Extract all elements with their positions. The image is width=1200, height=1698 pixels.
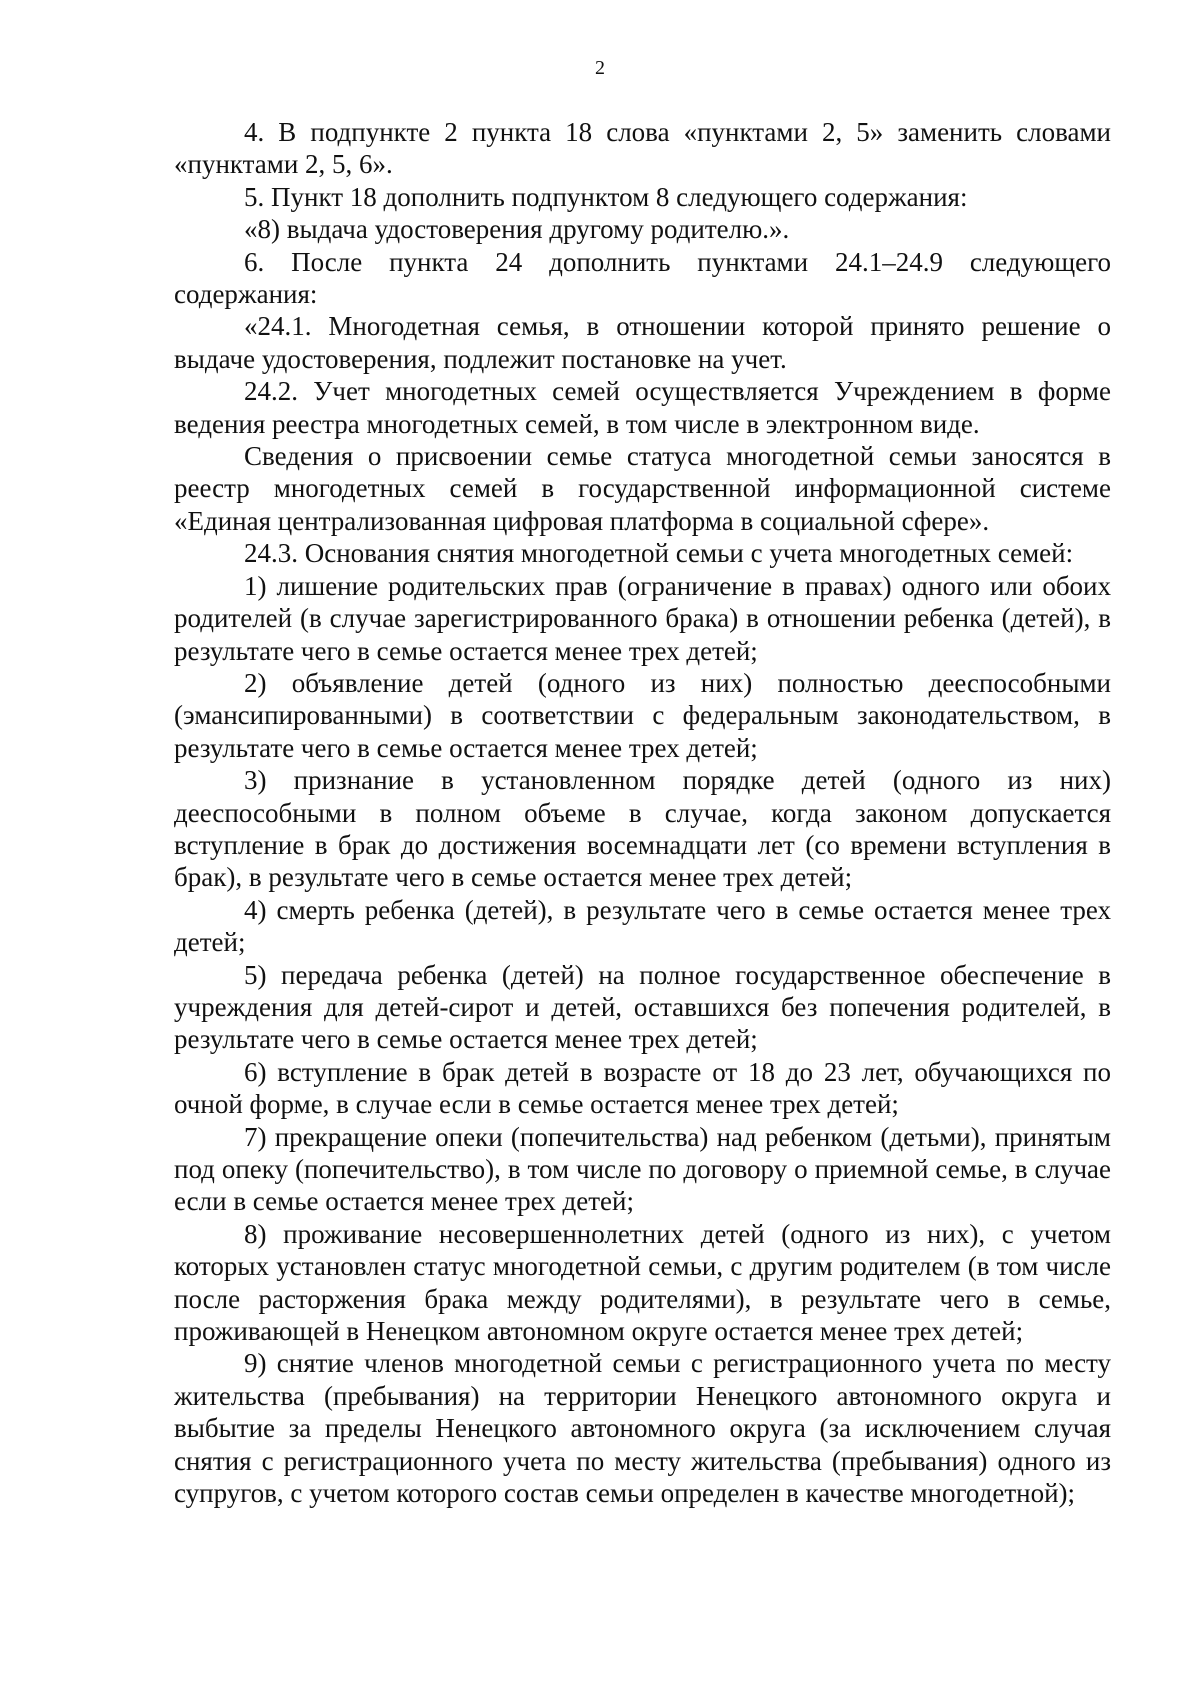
list-item-5: 5) передача ребенка (детей) на полное государственное обеспечение в учреждения для детей-сирот и детей, оставшихся без попечения родителей, в результате чего в семье остается менее трех детей; <box>174 959 1111 1055</box>
paragraph-item-5: 5. Пункт 18 дополнить подпунктом 8 следующего содержания: <box>244 181 968 212</box>
page-number: 2 <box>595 57 605 79</box>
list-item-2: 2) объявление детей (одного из них) полностью дееспособными (эмансипированными) в соответствии с федеральным законодательством, в результате чего в семье остается менее трех детей; <box>174 667 1111 763</box>
paragraph-24-3: 24.3. Основания снятия многодетной семьи с учета многодетных семей: <box>244 538 1074 569</box>
paragraph-item-4: 4. В подпункте 2 пункта 18 слова «пунктами 2, 5» заменить словами «пунктами 2, 5, 6». <box>174 117 1111 180</box>
paragraph-subitem-8-text: «8) выдача удостоверения другому родителю.». <box>244 214 790 245</box>
paragraph-24-2-registry: Сведения о присвоении семье статуса многодетной семьи заносятся в реестр многодетных семей в государственной информационной системе «Единая централизованная цифровая платформа в социальной сфере». <box>174 441 1111 536</box>
list-item-3: 3) признание в установленном порядке детей (одного из них) дееспособными в полном объеме в случае, когда законом допускается вступление в брак до достижения восемнадцати лет (со времени вступления в брак), в результате чего в семье остается менее трех детей; <box>174 765 1111 893</box>
list-item-8: 8) проживание несовершеннолетних детей (одного из них), с учетом которых установлен статус многодетной семьи, с другим родителем (в том числе после расторжения брака между родителями), в результате чего в семье, проживающей в Ненецком автономном округе остается менее трех детей; <box>174 1218 1111 1347</box>
list-item-4: 4) смерть ребенка (детей), в результате чего в семье остается менее трех детей; <box>174 894 1111 958</box>
paragraph-24-1: «24.1. Многодетная семья, в отношении которой принято решение о выдаче удостоверения, подлежит постановке на учет. <box>174 311 1111 374</box>
list-item-1: 1) лишение родительских прав (ограничение в правах) одного или обоих родителей (в случае зарегистрированного брака) в отношении ребенка (детей), в результате чего в семье остается менее трех детей; <box>174 570 1111 666</box>
paragraph-24-2: 24.2. Учет многодетных семей осуществляется Учреждением в форме ведения реестра многодетных семей, в том числе в электронном виде. <box>174 376 1111 439</box>
list-item-7: 7) прекращение опеки (попечительства) над ребенком (детьми), принятым под опеку (попечительство), в том числе по договору о приемной семье, в случае если в семье остается менее трех детей; <box>174 1121 1111 1217</box>
list-item-9: 9) снятие членов многодетной семьи с регистрационного учета по месту жительства (пребывания) на территории Ненецкого автономного округа и выбытие за пределы Ненецкого автономного округа (за исключением случая снятия с регистрационного учета по месту жительства (пребывания) одного из супругов, с учетом которого состав семьи определен в качестве многодетной); <box>174 1348 1111 1509</box>
document-body <box>174 116 1111 1509</box>
list-item-6: 6) вступление в брак детей в возрасте от 18 до 23 лет, обучающихся по очной форме, в случае если в семье остается менее трех детей; <box>174 1056 1111 1120</box>
paragraph-item-6: 6. После пункта 24 дополнить пунктами 24.1–24.9 следующего содержания: <box>174 246 1111 310</box>
